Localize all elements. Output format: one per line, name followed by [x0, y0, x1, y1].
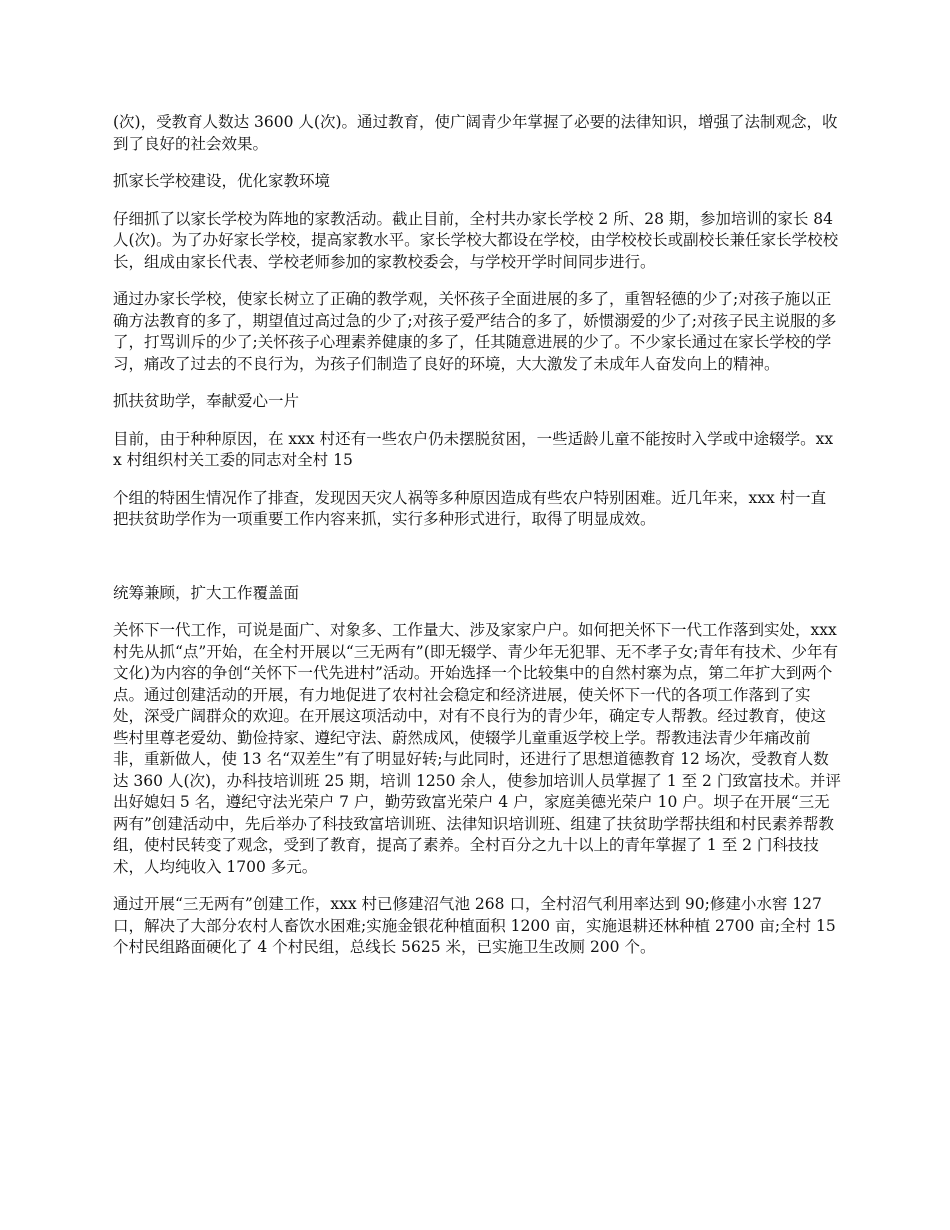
heading-overall-coverage: 统筹兼顾，扩大工作覆盖面 [113, 583, 300, 602]
section-spacer [113, 547, 841, 583]
paragraph-poverty-situation: 目前，由于种种原因，在 xxx 村还有一些农户仍未摆脱贫困，一些适龄儿童不能按时入学或中途辍学。xxx 村组织村关工委的同志对全村 15 [113, 429, 834, 469]
heading-parent-school: 抓家长学校建设，优化家教环境 [113, 172, 331, 190]
paragraph-infrastructure-results: 通过开展“三无两有”创建工作，xxx 村已修建沼气池 268 口，全村沼气利用率达到 90;修建小水窖 127 口，解决了大部分农村人畜饮水困难;实施金银花种植面积 1200 亩，实施退耕还林种植 2700 亩;全村 15 个村民组路面硬化了 4 个村民组，总线长 5625 米，已实施卫生改厕 200 个。 [113, 895, 836, 956]
paragraph-parent-school-activities: 仔细抓了以家长学校为阵地的家教活动。截止目前，全村共办家长学校 2 所、28 期，参加培训的家长 84 人(次)。为了办好家长学校，提高家教水平。家长学校大都设在学校，由学校校长或副校长兼任家长学校校长，组成由家长代表、学校老师参加的家教校委会，与学校开学时间同步进行。 [113, 209, 839, 271]
heading-poverty-aid: 抓扶贫助学，奉献爱心一片 [113, 392, 300, 410]
paragraph-parent-school-effects: 通过办家长学校，使家长树立了正确的教学观，关怀孩子全面进展的多了，重智轻德的少了;对孩子施以正确方法教育的多了，期望值过高过急的少了;对孩子爱严结合的多了，娇惯溺爱的少了;对孩子民主说服的多了，打骂训斥的少了;关怀孩子心理素养健康的多了，任其随意进展的少了。不少家长通过在家长学校的学习，痛改了过去的不良行为，为孩子们制造了良好的环境，大大激发了未成年人奋发向上的精神。 [113, 290, 837, 373]
paragraph-legal-education-result: (次)，受教育人数达 3600 人(次)。通过教育，使广阔青少年掌握了必要的法律知识，增强了法制观念，收到了良好的社会效果。 [113, 113, 838, 153]
document-body [113, 112, 841, 975]
paragraph-next-generation-work: 关怀下一代工作，可说是面广、对象多、工作量大、涉及家家户户。如何把关怀下一代工作落到实处，xxx 村先从抓“点”开始，在全村开展以“三无两有”(即无辍学、青少年无犯罪、无不孝子女;青年有技术、少年有文化)为内容的争创“关怀下一代先进村”活动。开始选择一个比较集中的自然村寨为点，第二年扩大到两个点。通过创建活动的开展，有力地促进了农村社会稳定和经济进展，使关怀下一代的各项工作落到了实处，深受广阔群众的欢迎。在开展这项活动中，对有不良行为的青少年，确定专人帮教。经过教育，使这些村里尊老爱幼、勤俭持家、遵纪守法、蔚然成风，使辍学儿童重返学校上学。帮教违法青少年痛改前非，重新做人，使 13 名“双差生”有了明显好转;与此同时，还进行了思想道德教育 12 场次，受教育人数达 360 人(次)，办科技培训班 25 期，培训 1250 余人，使参加培训人员掌握了 1 至 2 门致富技术。并评出好媳妇 5 名，遵纪守法光荣户 7 户，勤劳致富光荣户 4 户，家庭美德光荣户 10 户。坝子在开展“三无两有”创建活动中，先后举办了科技致富培训班、法律知识培训班、组建了扶贫助学帮扶组和村民素养帮教组，使村民转变了观念，受到了教育，提高了素养。全村百分之九十以上的青年掌握了 1 至 2 门科技技术，人均纯收入 1700 多元。 [113, 621, 841, 876]
paragraph-poverty-aid-results: 个组的特困生情况作了排查，发现因天灾人祸等多种原因造成有些农户特别困难。近几年来，xxx 村一直把扶贫助学作为一项重要工作内容来抓，实行多种形式进行，取得了明显成效。 [113, 488, 827, 528]
